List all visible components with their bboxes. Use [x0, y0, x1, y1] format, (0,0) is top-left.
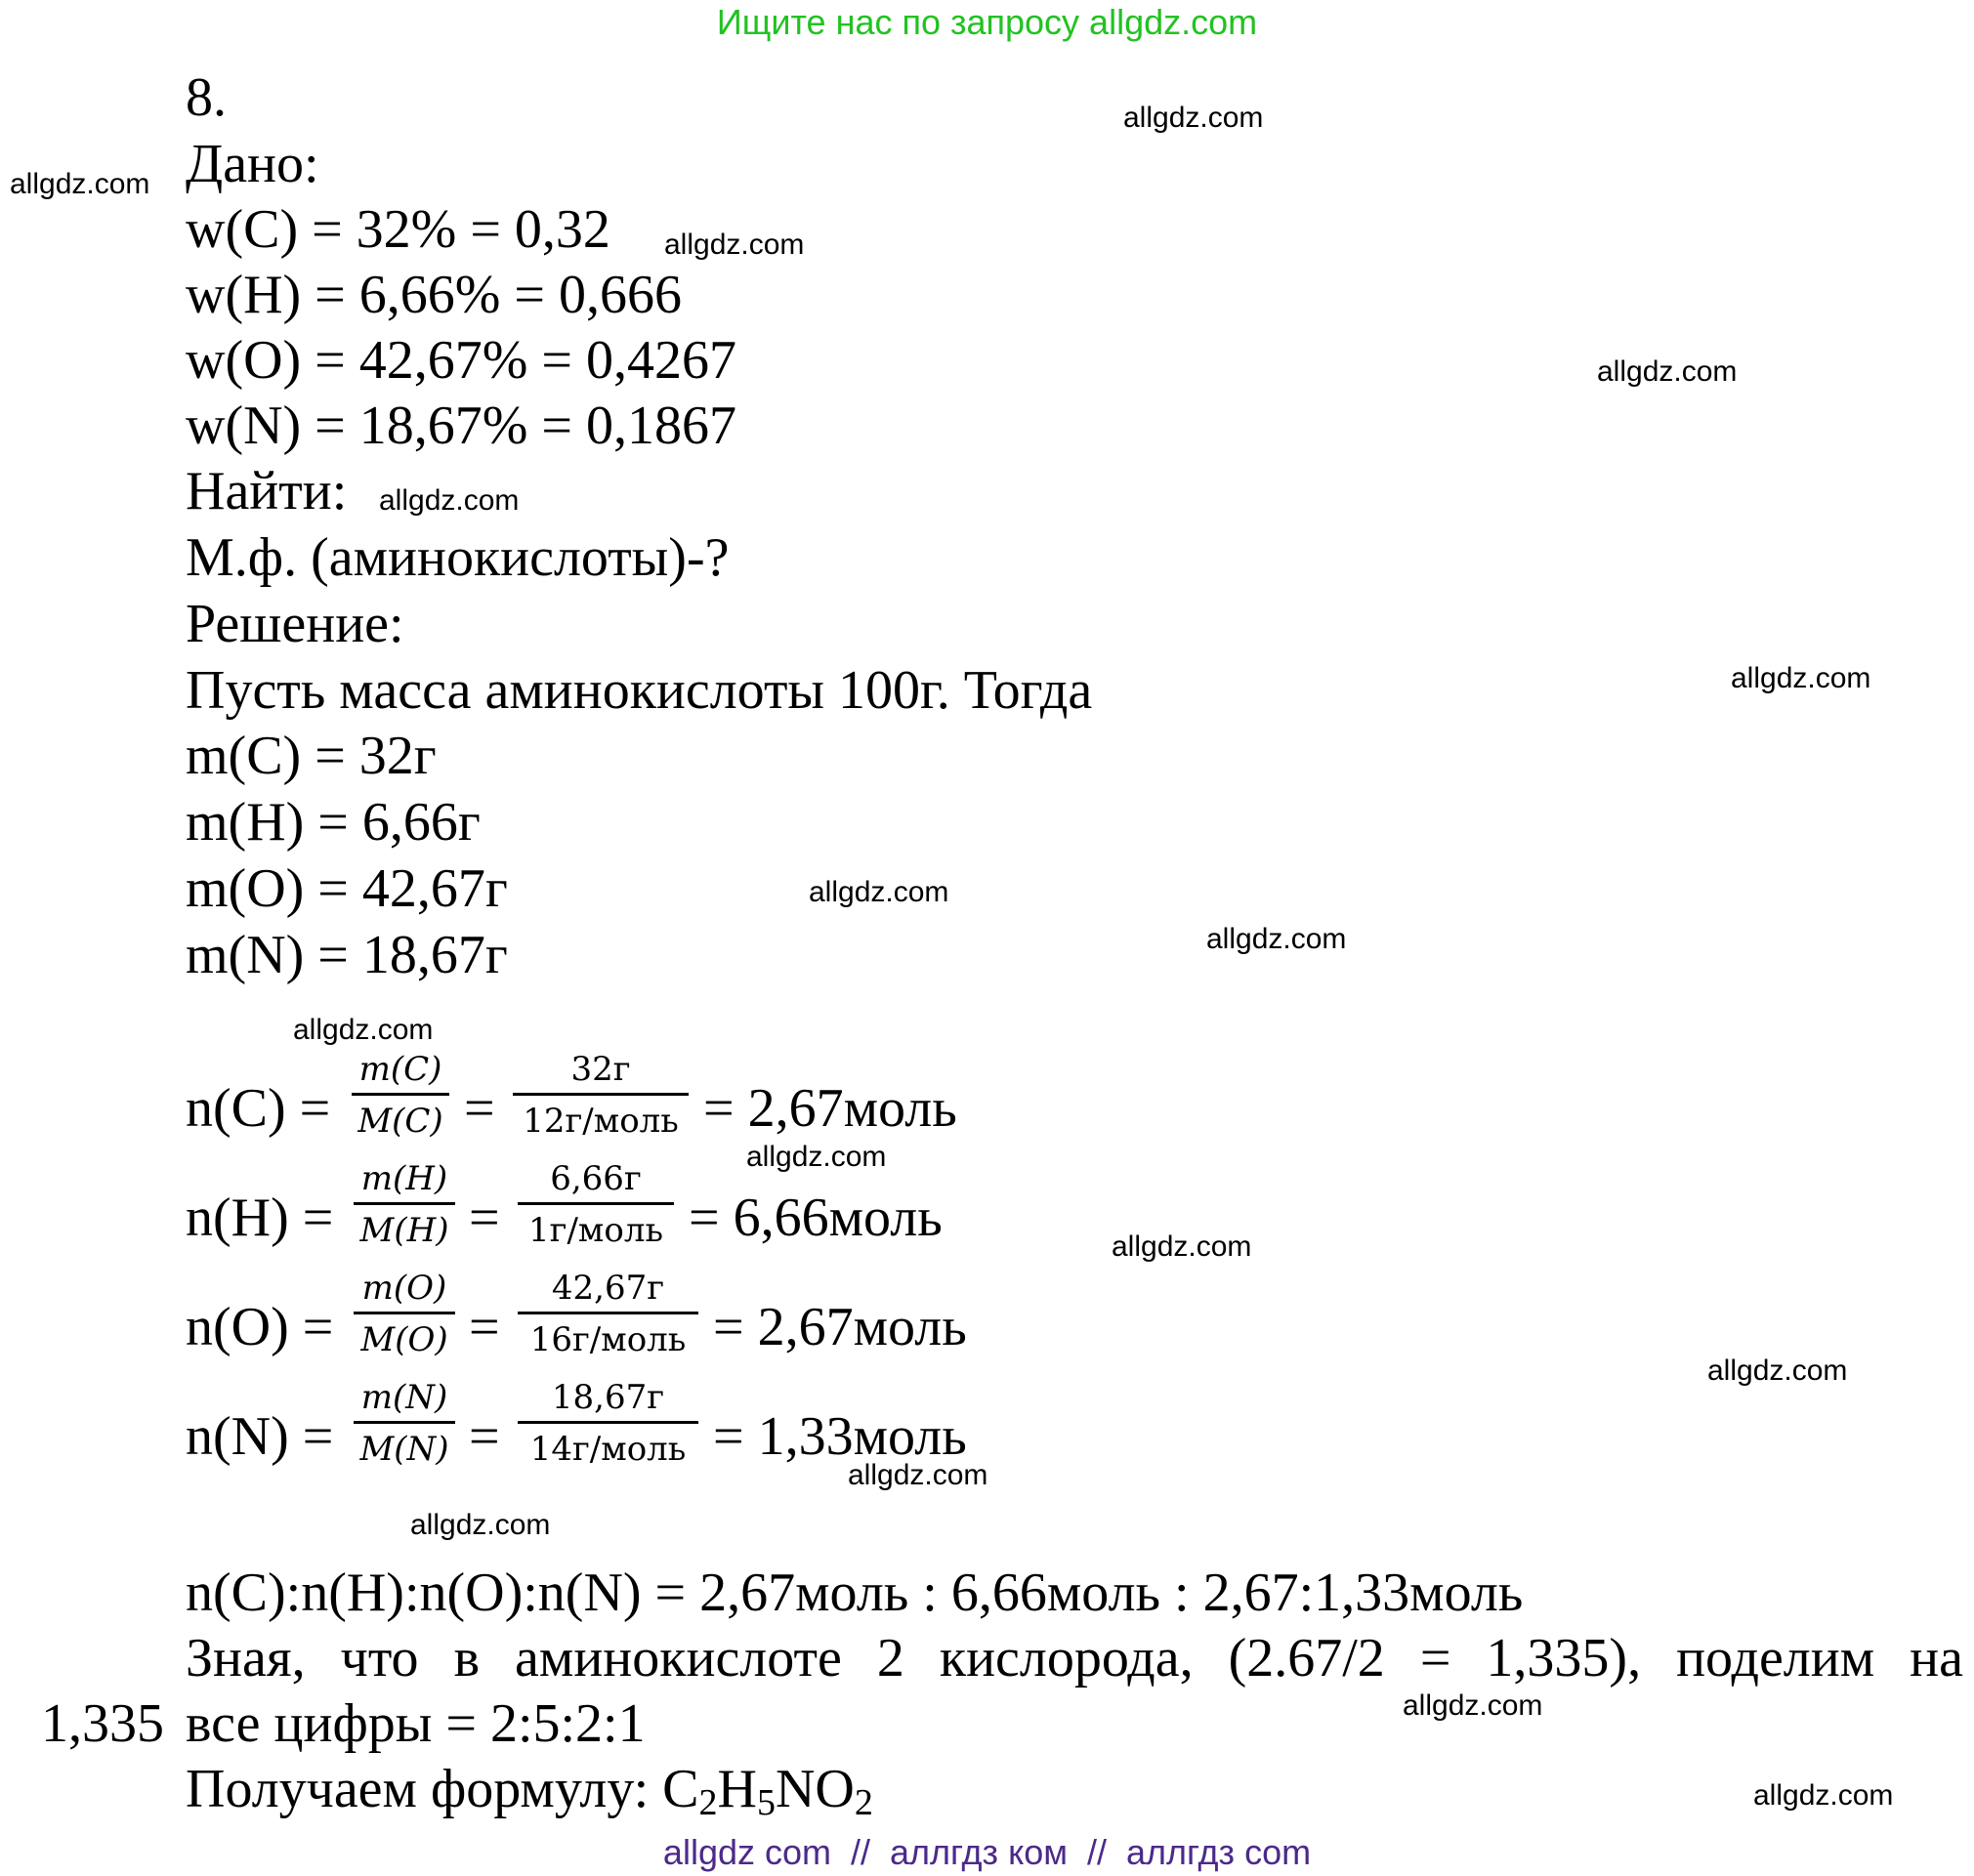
fraction-bar: [518, 1202, 674, 1205]
formula-subscript: 2: [854, 1782, 873, 1823]
equation-result: = 1,33моль: [713, 1406, 967, 1467]
fraction-symbolic: [354, 1378, 455, 1469]
explanation-line: Зная, что в аминокислоте 2 кислорода, (2.67/2 = 1,335), поделим на: [186, 1628, 1963, 1688]
equals-sign: =: [464, 1078, 495, 1139]
watermark: allgdz.com: [746, 1141, 887, 1173]
fraction-numerator: 6,66г: [550, 1159, 642, 1198]
fraction-denominator: 16г/моль: [529, 1320, 687, 1359]
fraction-numerator: m(H): [360, 1159, 448, 1198]
find-label: Найти:: [186, 461, 348, 521]
watermark: allgdz.com: [1731, 662, 1871, 694]
given-line: w(N) = 18,67% = 0,1867: [186, 396, 736, 456]
fraction-numerator: m(C): [358, 1050, 442, 1089]
equation-lhs: n(N) =: [186, 1406, 334, 1467]
fraction-denominator: 12г/моль: [523, 1102, 679, 1141]
fraction-numerator: m(O): [361, 1269, 447, 1308]
fraction-bar: [352, 1093, 449, 1096]
fraction-numeric: [518, 1378, 698, 1469]
fraction-bar: [518, 1421, 698, 1424]
given-label: Дано:: [186, 134, 319, 194]
formula-c: C: [662, 1759, 699, 1819]
fraction-numeric: [518, 1159, 674, 1250]
watermark: allgdz.com: [410, 1509, 551, 1541]
equation-result: = 2,67моль: [703, 1078, 957, 1139]
fraction-symbolic: [354, 1269, 455, 1359]
equals-sign: =: [469, 1297, 500, 1357]
equation-result: = 2,67моль: [713, 1297, 967, 1357]
fraction-numeric: [518, 1269, 698, 1359]
formula-label: Получаем формулу:: [186, 1759, 663, 1819]
fraction-bar: [354, 1202, 455, 1205]
formula-line: [186, 1759, 873, 1823]
fraction-symbolic: [352, 1050, 449, 1141]
watermark: allgdz.com: [848, 1459, 988, 1491]
fraction-numerator: 32г: [570, 1050, 631, 1089]
given-line: w(C) = 32% = 0,32: [186, 199, 610, 260]
solution-label: Решение:: [186, 594, 404, 654]
fraction-numerator: m(N): [360, 1378, 448, 1417]
mass-line: m(N) = 18,67г: [186, 925, 508, 985]
watermark: allgdz.com: [379, 484, 520, 517]
find-text: М.ф. (аминокислоты)-?: [186, 527, 730, 588]
formula-rest: NO: [775, 1759, 855, 1819]
equation-lhs: n(H) =: [186, 1188, 334, 1248]
fraction-denominator: 1г/моль: [528, 1211, 663, 1250]
fraction-denominator: 14г/моль: [529, 1430, 687, 1469]
ratio-line: n(C):n(H):n(O):n(N) = 2,67моль : 6,66моль : 2,67:1,33моль: [186, 1563, 1524, 1623]
top-banner[interactable]: Ищите нас по запросу allgdz.com: [716, 2, 1258, 42]
formula-h: H: [717, 1759, 757, 1819]
fraction-denominator: M(N): [359, 1430, 449, 1469]
fraction-bar: [513, 1093, 689, 1096]
equation-lhs: n(O) =: [186, 1297, 334, 1357]
watermark: allgdz.com: [1597, 355, 1738, 388]
given-line: w(O) = 42,67% = 0,4267: [186, 330, 736, 391]
fraction-denominator: M(C): [357, 1102, 443, 1141]
mass-line: m(H) = 6,66г: [186, 792, 481, 853]
given-line: w(H) = 6,66% = 0,666: [186, 265, 682, 325]
explanation-prefix: 1,335: [41, 1693, 164, 1754]
fraction-bar: [354, 1312, 455, 1314]
fraction-denominator: M(H): [359, 1211, 449, 1250]
fraction-numerator: 42,67г: [551, 1269, 665, 1308]
watermark: allgdz.com: [809, 876, 949, 908]
mass-line: m(O) = 42,67г: [186, 858, 508, 919]
fraction-numeric: [513, 1050, 689, 1141]
fraction-denominator: M(O): [360, 1320, 448, 1359]
equation-lhs: n(C) =: [186, 1078, 331, 1139]
fraction-bar: [354, 1421, 455, 1424]
watermark: allgdz.com: [1707, 1355, 1848, 1387]
equals-sign: =: [469, 1406, 500, 1467]
watermark: allgdz.com: [1112, 1230, 1252, 1263]
formula-subscript: 5: [756, 1782, 776, 1823]
fraction-numerator: 18,67г: [551, 1378, 665, 1417]
bottom-banner[interactable]: allgdz com // аллгдз ком // аллгдз com: [662, 1832, 1312, 1872]
fraction-symbolic: [354, 1159, 455, 1250]
assumption-text: Пусть масса аминокислоты 100г. Тогда: [186, 660, 1093, 721]
problem-number: 8.: [186, 67, 227, 128]
equals-sign: =: [469, 1188, 500, 1248]
formula-subscript: 2: [698, 1782, 718, 1823]
watermark: allgdz.com: [293, 1014, 434, 1046]
watermark: allgdz.com: [664, 229, 805, 261]
fraction-bar: [518, 1312, 698, 1314]
explanation-line: все цифры = 2:5:2:1: [186, 1693, 646, 1754]
watermark: allgdz.com: [1403, 1689, 1543, 1722]
watermark: allgdz.com: [1206, 923, 1347, 955]
watermark: allgdz.com: [1123, 102, 1264, 134]
watermark: allgdz.com: [10, 168, 150, 200]
watermark: allgdz.com: [1753, 1779, 1894, 1812]
equation-result: = 6,66моль: [689, 1188, 943, 1248]
mass-line: m(C) = 32г: [186, 726, 437, 786]
